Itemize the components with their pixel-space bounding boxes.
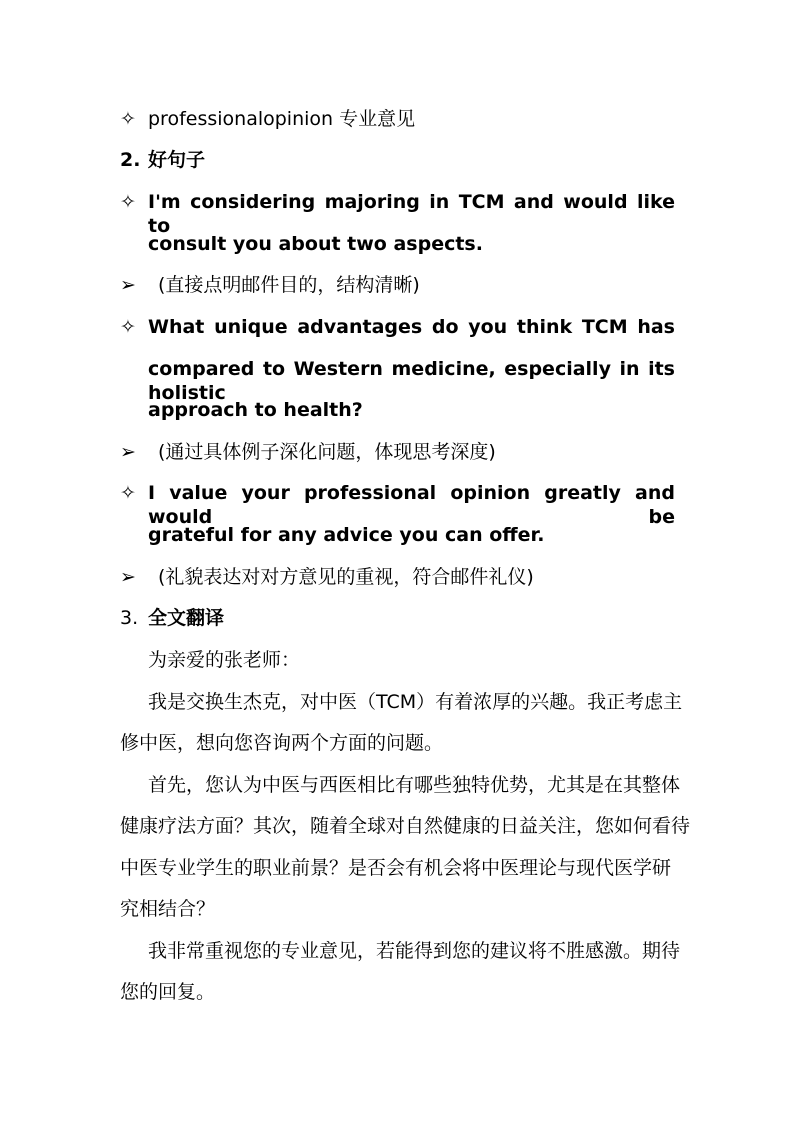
section-number: 3. xyxy=(120,607,139,629)
paragraph-line: 中医专业学生的职业前景？是否会有机会将中医理论与现代医学研 xyxy=(120,857,672,879)
arrow-bullet-icon: ➢ xyxy=(120,274,136,296)
paragraph-line: 您的回复。 xyxy=(120,981,216,1003)
note-text: (直接点明邮件目的，结构清晰) xyxy=(158,274,420,296)
note-text: (通过具体例子深化问题，体现思考深度) xyxy=(158,441,496,463)
paragraph-line: 我非常重视您的专业意见，若能得到您的建议将不胜感激。期待 xyxy=(148,940,681,962)
sentence-line: compared to Western medicine, especially in its holistic xyxy=(148,358,675,404)
greeting-text: 为亲爱的张老师： xyxy=(148,649,301,671)
paragraph-line: 健康疗法方面？其次，随着全球对自然健康的日益关注，您如何看待 xyxy=(120,815,691,837)
paragraph-line: 首先，您认为中医与西医相比有哪些独特优势，尤其是在其整体 xyxy=(148,774,681,796)
section-title: 全文翻译 xyxy=(148,607,225,629)
section-title: 好句子 xyxy=(148,149,206,171)
diamond-bullet-icon: ✧ xyxy=(120,191,136,213)
note-text: (礼貌表达对对方意见的重视，符合邮件礼仪) xyxy=(158,566,534,588)
diamond-bullet-icon: ✧ xyxy=(120,316,136,338)
section-number: 2. xyxy=(120,149,141,171)
vocab-text: professionalopinion 专业意见 xyxy=(148,108,416,130)
paragraph-line: 修中医，想向您咨询两个方面的问题。 xyxy=(120,732,444,754)
diamond-bullet-icon: ✧ xyxy=(120,108,136,130)
arrow-bullet-icon: ➢ xyxy=(120,566,136,588)
diamond-bullet-icon: ✧ xyxy=(120,482,136,504)
sentence-line: I'm considering majoring in TCM and would like to xyxy=(148,191,675,237)
sentence-line: What unique advantages do you think TCM has xyxy=(148,316,675,338)
arrow-bullet-icon: ➢ xyxy=(120,441,136,463)
sentence-line: consult you about two aspects. xyxy=(148,233,483,255)
sentence-line: grateful for any advice you can offer. xyxy=(148,524,545,546)
paragraph-line: 我是交换生杰克，对中医（TCM）有着浓厚的兴趣。我正考虑主 xyxy=(148,691,683,713)
sentence-line: approach to health? xyxy=(148,399,363,421)
sentence-line: I value your professional opinion greatly and would be xyxy=(148,482,675,528)
paragraph-line: 究相结合？ xyxy=(120,898,216,920)
